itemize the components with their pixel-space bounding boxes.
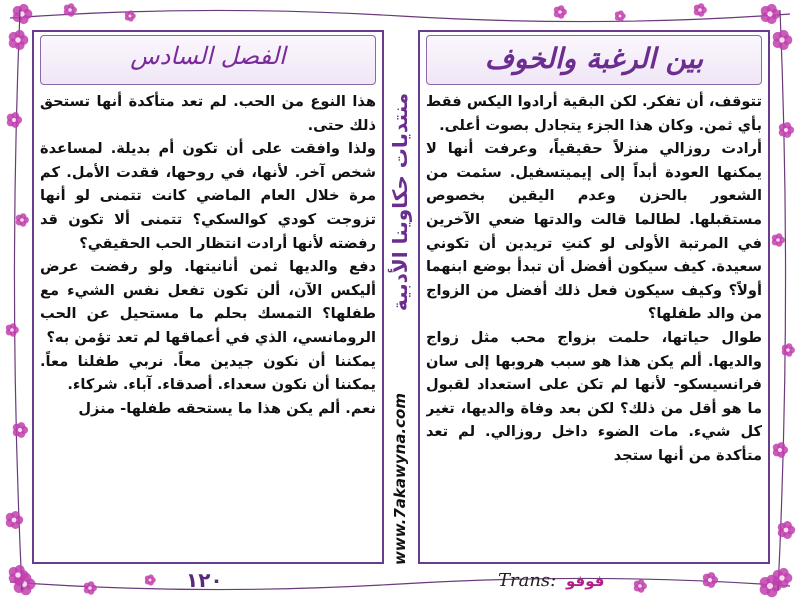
flower-icon: [773, 442, 788, 458]
chapter-title: الفصل السادس: [130, 42, 286, 70]
book-header: [426, 35, 762, 85]
flower-icon: [773, 30, 793, 50]
paragraph: هذا النوع من الحب. لم تعد متأكدة أنها تستحق ذلك حتى.: [40, 93, 376, 134]
flower-icon: [772, 233, 785, 246]
paragraph: طوال حياتها، حلمت بزواج محب مثل زواج والديها. ألم يكن هذا هو سبب هروبها إلى سان فرانسيسكو- لأنها لم تكن على استعداد لقبول ما هو أقل من ذلك؟ لكن بعد وفاة والديها، تغير كل شيء. مات الضوء داخل روزالي. لم تعد متأكدة من أنها ستجد: [426, 328, 762, 464]
paragraph: دفع والديها ثمن أنانيتها. ولو رفضت عرض أليكس الآن، ألن تكون تفعل نفس الشيء مع طفلها؟ التمسك بحلم ما مستحيل عن الحب الرومانسي، الذي في أعماقها لم تعد تؤمن به؟: [40, 258, 376, 346]
website-url: www.7akawyna.com: [391, 393, 409, 565]
paragraph: نعم. ألم يكن هذا ما يستحقه طفلها- منزل: [78, 399, 376, 417]
flower-icon: [9, 565, 29, 585]
left-page-text: [40, 90, 376, 558]
left-page: [32, 30, 384, 564]
flower-icon: [554, 5, 567, 18]
flower-icon: [778, 521, 795, 539]
flower-icon: [760, 575, 782, 597]
flower-icon: [779, 122, 794, 138]
flower-icon: [145, 574, 156, 585]
flower-icon: [703, 572, 718, 588]
right-page-text: [426, 90, 762, 558]
book-title: بين الرغبة والخوف: [484, 42, 704, 75]
paragraph: أرادت روزالي منزلاً حقيقياً، وعرفت أنها لا يمكنها العودة أبداً إلى إيميتسفيل. سئمت من الشعور بالحزن وعدم اليقين بخصوص مستقبلها. لطالما قالت والدتها ضعي الآخرين في المرتبة الأولى لو كنتِ تريدين أن تكوني سعيدة. كيف سيكون أفضل أن تبدأ بوضع ابنهما أولاً؟ وكيف سيكون فعل ذلك أفضل من الزواج من والد طفلها؟: [426, 140, 762, 323]
translator-name: فوفو: [565, 572, 605, 590]
paragraph: تتوقف، أن تفكر. لكن البقية أرادوا اليكس فقط بأي ثمن. وكان هذا الجزء يتجادل بصوت أعلى.: [426, 93, 762, 134]
floral-border-top: [0, 0, 800, 30]
right-page: [418, 30, 770, 564]
flower-icon: [84, 581, 97, 594]
translator-label: Trans:: [498, 570, 557, 591]
translator-credit: [498, 570, 604, 591]
flower-icon: [634, 579, 647, 592]
flower-icon: [761, 4, 781, 24]
flower-icon: [13, 4, 33, 24]
flower-icon: [7, 112, 22, 128]
flower-icon: [13, 422, 28, 438]
flower-icon: [773, 568, 793, 588]
floral-border-bottom: [0, 568, 800, 600]
flower-icon: [6, 511, 23, 529]
forum-name: منتديات حكاوينا الأدبية: [388, 92, 412, 312]
flower-icon: [6, 323, 19, 336]
flower-icon: [782, 343, 795, 356]
paragraph: ولذا وافقت على أن تكون أم بديلة. لمساعدة شخص آخر. لأنها، في روحها، فقدت الأمل. كم مرة خلال العام الماضي كانت تتمنى لو أنها تزوجت كودي كوالسكي؟ تتمنى ألا تكون قد رفضته لأنها أرادت انتظار الحب الحقيقي؟: [40, 140, 376, 252]
flower-icon: [125, 10, 136, 21]
flower-icon: [615, 10, 626, 21]
flower-icon: [64, 3, 77, 16]
flower-icon: [16, 213, 29, 226]
book-spine: [382, 30, 418, 565]
chapter-header: [40, 35, 376, 85]
page-number: ١٢٠: [186, 568, 223, 592]
paragraph: يمكننا أن نكون جيدين معاً. نربي طفلنا معاً. يمكننا أن نكون سعداء. أصدقاء. آباء. شركاء.: [40, 352, 376, 394]
flower-icon: [694, 3, 707, 16]
flower-icon: [9, 30, 29, 50]
flower-icon: [14, 573, 36, 595]
